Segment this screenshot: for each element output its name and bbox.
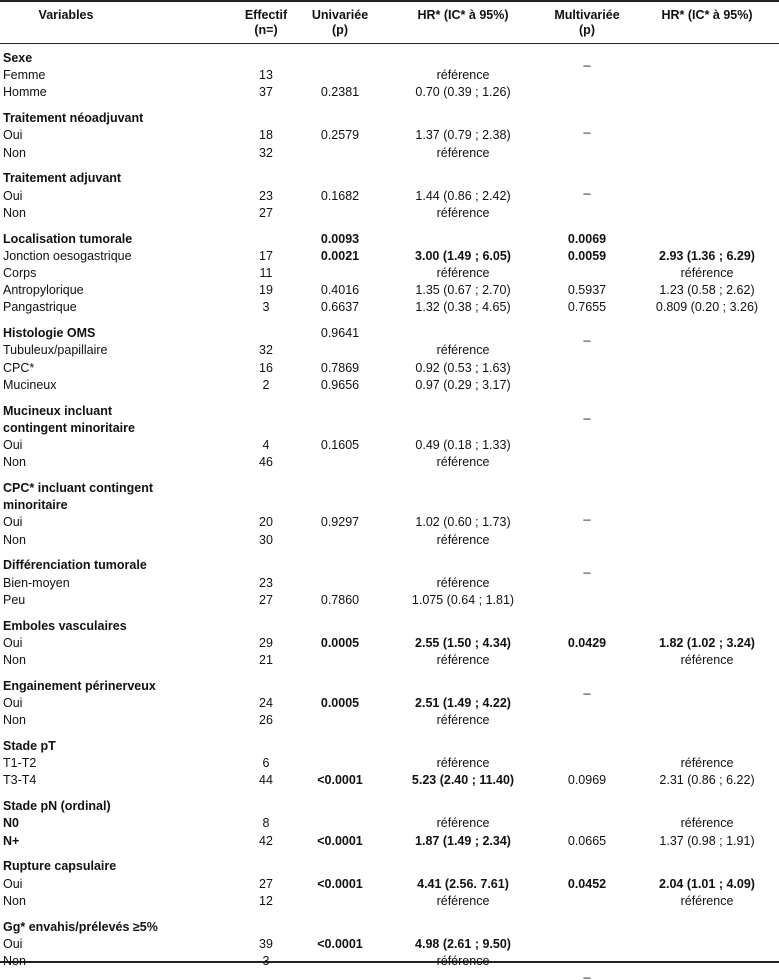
row-label: Oui [3,876,23,891]
row-label: Oui [3,515,23,530]
row-hr-multivariee: référence [680,266,734,280]
row-hr-multivariee: 2.93 (1.36 ; 6.29) [659,248,755,263]
group-title: Traitement adjuvant [3,171,122,186]
row-effectif: 21 [259,653,273,667]
row-hr-univariee: 1.87 (1.49 ; 2.34) [415,833,511,848]
group-title: Traitement néoadjuvant [3,111,144,126]
group-title: Gg* envahis/prélevés ≥5% [3,919,158,934]
row-hr-multivariee: 2.04 (1.01 ; 4.09) [659,876,755,891]
row-p-univariee: 0.0005 [320,635,360,650]
group-title: Stade pN (ordinal) [3,799,111,814]
group-title: Rupture capsulaire [3,859,117,874]
row-p-univariee: 0.2579 [320,128,360,143]
row-effectif: 13 [259,68,273,83]
group-title: Stade pT [3,739,56,753]
row-hr-multivariee: 0.809 (0.20 ; 3.26) [655,300,759,315]
row-hr-univariee: 4.41 (2.56. 7.61) [417,876,509,891]
row-hr-multivariee: 1.82 (1.02 ; 3.24) [659,635,755,650]
row-hr-univariee: référence [436,893,490,908]
row-label: Non [3,893,26,908]
row-label: Non [3,532,26,547]
row-p-univariee: 0.1682 [320,188,360,203]
row-hr-multivariee: référence [680,653,734,667]
row-label: Peu [3,592,26,607]
top-rule [0,0,779,2]
header-effectif: Effectif (n=) [244,8,288,37]
row-hr-multivariee: 2.31 (0.86 ; 6.22) [659,773,755,788]
row-p-univariee: 0.0005 [320,696,360,710]
row-hr-multivariee: 1.23 (0.58 ; 2.62) [659,283,755,298]
row-p-multivariee: 0.0452 [567,876,607,891]
row-label: Oui [3,128,23,143]
not-included-dash: _ [583,965,591,980]
row-p-univariee: <0.0001 [317,876,363,891]
row-effectif: 29 [259,635,273,650]
row-p-univariee: 0.7869 [320,360,360,375]
row-effectif: 6 [262,756,270,771]
row-effectif: 4 [262,438,270,452]
row-effectif: 39 [259,936,273,951]
row-hr-univariee: 5.23 (2.40 ; 11.40) [411,773,515,788]
row-effectif: 27 [259,592,273,607]
row-hr-univariee: référence [436,954,490,968]
row-hr-univariee: 2.55 (1.50 ; 4.34) [415,635,511,650]
bottom-rule [0,961,779,963]
row-label: T1-T2 [3,756,37,771]
row-hr-univariee: 2.51 (1.49 ; 4.22) [415,696,511,710]
row-label: N+ [3,833,20,848]
row-hr-univariee: 1.37 (0.79 ; 2.38) [415,128,511,143]
row-p-univariee: 0.0021 [320,248,360,263]
row-label: Antropylorique [3,283,84,298]
row-effectif: 23 [259,188,273,203]
header-variables: Variables [38,8,94,22]
group-title: Engainement périnerveux [3,678,156,693]
row-p-univariee: 0.4016 [320,283,360,298]
group-title: minoritaire [3,498,68,513]
row-effectif: 32 [259,343,273,358]
row-hr-multivariee: référence [680,893,734,908]
row-p-univariee: 0.9297 [320,515,360,530]
row-hr-univariee: référence [436,205,490,220]
row-effectif: 32 [259,145,273,160]
row-effectif: 18 [259,128,273,143]
row-label: Homme [3,85,47,100]
row-label: Non [3,954,26,968]
row-p-univariee: <0.0001 [317,936,363,951]
row-hr-multivariee: référence [680,816,734,831]
row-hr-univariee: référence [436,713,490,728]
row-effectif: 8 [262,816,270,831]
row-label: Mucineux [3,377,57,392]
row-label: Non [3,455,26,470]
group-title: Sexe [3,51,33,65]
row-effectif: 46 [259,455,273,470]
row-label: Tubuleux/papillaire [3,343,108,358]
row-effectif: 27 [259,876,273,891]
header-hr-multivariee: HR* (IC* à 95%) [661,8,753,22]
row-p-multivariee: 0.0969 [567,773,607,788]
row-hr-univariee: référence [436,455,490,470]
row-hr-univariee: 0.92 (0.53 ; 1.63) [415,360,511,375]
row-label: Non [3,653,26,667]
row-effectif: 3 [262,300,270,315]
row-label: CPC* [3,360,35,375]
row-effectif: 16 [259,360,273,375]
header-hr-univariee: HR* (IC* à 95%) [417,8,509,22]
row-effectif: 37 [259,85,273,100]
row-effectif: 19 [259,283,273,298]
row-p-univariee: 0.6637 [320,300,360,315]
not-included-dash: _ [583,53,591,67]
row-hr-univariee: 1.02 (0.60 ; 1.73) [415,515,511,530]
row-hr-univariee: 1.35 (0.67 ; 2.70) [415,283,511,298]
row-label: Corps [3,266,37,280]
row-label: Femme [3,68,46,83]
group-title: Différenciation tumorale [3,558,147,573]
row-p-multivariee: 0.0429 [567,635,607,650]
group-title: Histologie OMS [3,326,96,341]
row-hr-univariee: 1.075 (0.64 ; 1.81) [411,592,515,607]
row-hr-univariee: référence [436,68,490,83]
row-hr-univariee: 0.70 (0.39 ; 1.26) [415,85,511,100]
row-label: Oui [3,696,23,710]
row-label: Bien-moyen [3,575,70,590]
group-title: Mucineux incluant [3,403,113,418]
row-p-univariee: 0.9656 [320,377,360,392]
group-p-multivariee: 0.0069 [567,231,607,246]
not-included-dash: _ [583,680,591,695]
row-hr-univariee: référence [436,816,490,831]
row-hr-univariee: référence [436,266,490,280]
row-hr-univariee: 4.98 (2.61 ; 9.50) [415,936,511,951]
row-p-multivariee: 0.0059 [567,248,607,263]
row-hr-multivariee: 1.37 (0.98 ; 1.91) [659,833,755,848]
row-hr-univariee: référence [436,532,490,547]
header-rule [0,43,779,44]
row-p-multivariee: 0.5937 [567,283,607,298]
row-effectif: 27 [259,205,273,220]
row-label: Non [3,713,26,728]
group-title: CPC* incluant contingent [3,481,153,495]
not-included-dash: _ [583,328,591,343]
row-effectif: 3 [262,954,270,968]
row-effectif: 17 [259,248,273,263]
row-hr-univariee: 1.44 (0.86 ; 2.42) [415,188,511,203]
group-title: contingent minoritaire [3,420,135,435]
row-effectif: 26 [259,713,273,728]
not-included-dash: _ [583,507,591,522]
row-p-univariee: <0.0001 [317,833,363,848]
row-label: Jonction oesogastrique [3,248,132,263]
group-title: Localisation tumorale [3,231,133,246]
row-label: Oui [3,438,23,452]
row-hr-univariee: 0.49 (0.18 ; 1.33) [415,438,511,452]
row-label: Oui [3,936,23,951]
group-title: Emboles vasculaires [3,618,127,633]
row-p-univariee: <0.0001 [317,773,363,788]
row-effectif: 23 [259,575,273,590]
not-included-dash: _ [583,120,591,135]
group-p-univariee: 0.0093 [320,231,360,246]
row-p-multivariee: 0.0665 [567,833,607,848]
group-p-univariee: 0.9641 [320,326,360,341]
row-effectif: 11 [259,266,273,280]
row-effectif: 42 [259,833,273,848]
row-effectif: 20 [259,515,273,530]
row-effectif: 2 [262,377,270,392]
header-univariee: Univariée (p) [311,8,369,37]
row-p-univariee: 0.2381 [320,85,360,100]
row-p-multivariee: 0.7655 [567,300,607,315]
row-label: Oui [3,188,23,203]
row-label: Non [3,145,26,160]
row-p-univariee: 0.1605 [320,438,360,452]
row-label: T3-T4 [3,773,37,788]
row-hr-univariee: référence [436,145,490,160]
not-included-dash: _ [583,180,591,195]
row-hr-univariee: 0.97 (0.29 ; 3.17) [415,377,511,392]
row-effectif: 24 [259,696,273,710]
row-hr-multivariee: référence [680,756,734,771]
row-hr-univariee: référence [436,343,490,358]
row-label: Oui [3,635,23,650]
row-hr-univariee: 1.32 (0.38 ; 4.65) [415,300,511,315]
row-label: Pangastrique [3,300,77,315]
row-effectif: 30 [259,532,273,547]
not-included-dash: _ [583,405,591,420]
header-multivariee: Multivariée (p) [554,8,620,37]
row-hr-univariee: référence [436,575,490,590]
row-hr-univariee: référence [436,653,490,667]
row-label: N0 [3,816,19,831]
row-hr-univariee: référence [436,756,490,771]
row-label: Non [3,205,26,220]
row-hr-univariee: 3.00 (1.49 ; 6.05) [415,248,511,263]
row-p-univariee: 0.7860 [320,592,360,607]
row-effectif: 12 [259,893,273,908]
row-effectif: 44 [259,773,273,788]
not-included-dash: _ [583,560,591,575]
